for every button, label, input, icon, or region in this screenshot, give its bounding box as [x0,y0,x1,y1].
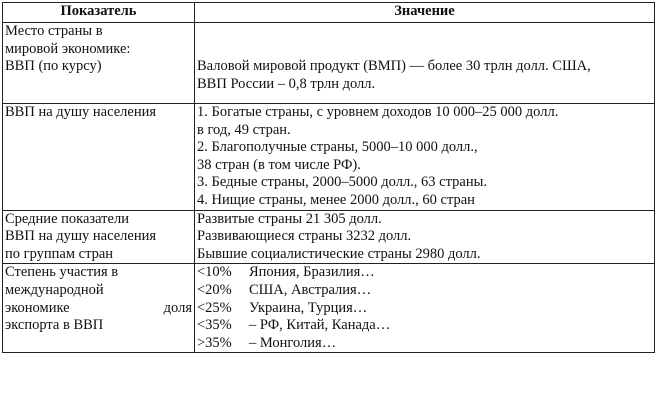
export-share-percent: <10% [197,264,232,281]
export-share-percent: <25% [197,299,232,316]
value-line: 2. Благополучные страны, 5000–10 000 долл., [197,139,478,156]
header-indicator: Показатель [3,3,195,23]
export-share-countries: США, Австралия… [249,281,372,298]
value-line: Развитые страны 21 305 долл. [197,210,382,227]
value-cell [195,210,655,264]
export-share-item [197,335,652,353]
export-share-item [197,264,652,282]
indicator-cell [3,210,195,264]
indicator-line: Степень участия в [5,264,119,281]
indicator-line: Средние показатели [5,210,129,227]
export-share-countries: Япония, Бразилия… [249,264,375,281]
table-row [3,210,655,264]
export-share-item [197,300,652,318]
indicator-cell [3,23,195,104]
table-row [3,23,655,104]
value-line: Бывшие социалистические страны 2980 долл. [197,245,481,262]
indicator-line: ВВП (по курсу) [5,58,102,75]
export-share-item [197,317,652,335]
export-share-countries: – РФ, Китай, Канада… [249,317,391,334]
value-line: 38 стран (в том числе РФ). [197,156,361,173]
export-share-percent: <20% [197,281,232,298]
value-line: ВВП России – 0,8 трлн долл. [197,75,376,92]
header-row [3,3,655,23]
export-share-countries: – Монголия… [249,334,337,351]
indicator-line: по группам стран [5,245,114,262]
table-row [3,264,655,353]
value-line: в год, 49 стран. [197,121,291,138]
indicator-line: международной [5,281,104,298]
value-line: Развивающиеся страны 3232 долл. [197,228,412,245]
indicator-cell [3,264,195,353]
indicator-line: ВВП на душу населения [5,228,157,245]
value-line: Валовой мировой продукт (ВМП) — более 30 трлн долл. США, [197,58,591,74]
value-cell [195,23,655,104]
indicator-line: экономике доля [5,299,192,316]
value-line: 3. Бедные страны, 2000–5000 долл., 63 страны. [197,174,487,191]
export-share-percent: >35% [197,334,232,351]
indicator-line: мировой экономике: [5,40,131,57]
table-row [3,104,655,211]
value-line: 4. Нищие страны, менее 2000 долл., 60 стран [197,191,475,208]
value-cell [195,264,655,353]
header-value: Значение [195,3,655,23]
value-line: 1. Богатые страны, с уровнем доходов 10 000–25 000 долл. [197,104,559,120]
indicator-cell [3,104,195,211]
cell-spacer [197,23,652,58]
export-share-percent: <35% [197,317,232,334]
value-cell [195,104,655,211]
indicator-line: ВВП на душу населения [5,104,157,120]
indicator-line: экспорта в ВВП [5,317,104,334]
indicator-line: Место страны в [5,23,103,39]
export-share-item [197,282,652,300]
export-share-countries: Украина, Турция… [249,299,368,316]
data-table [2,2,655,353]
